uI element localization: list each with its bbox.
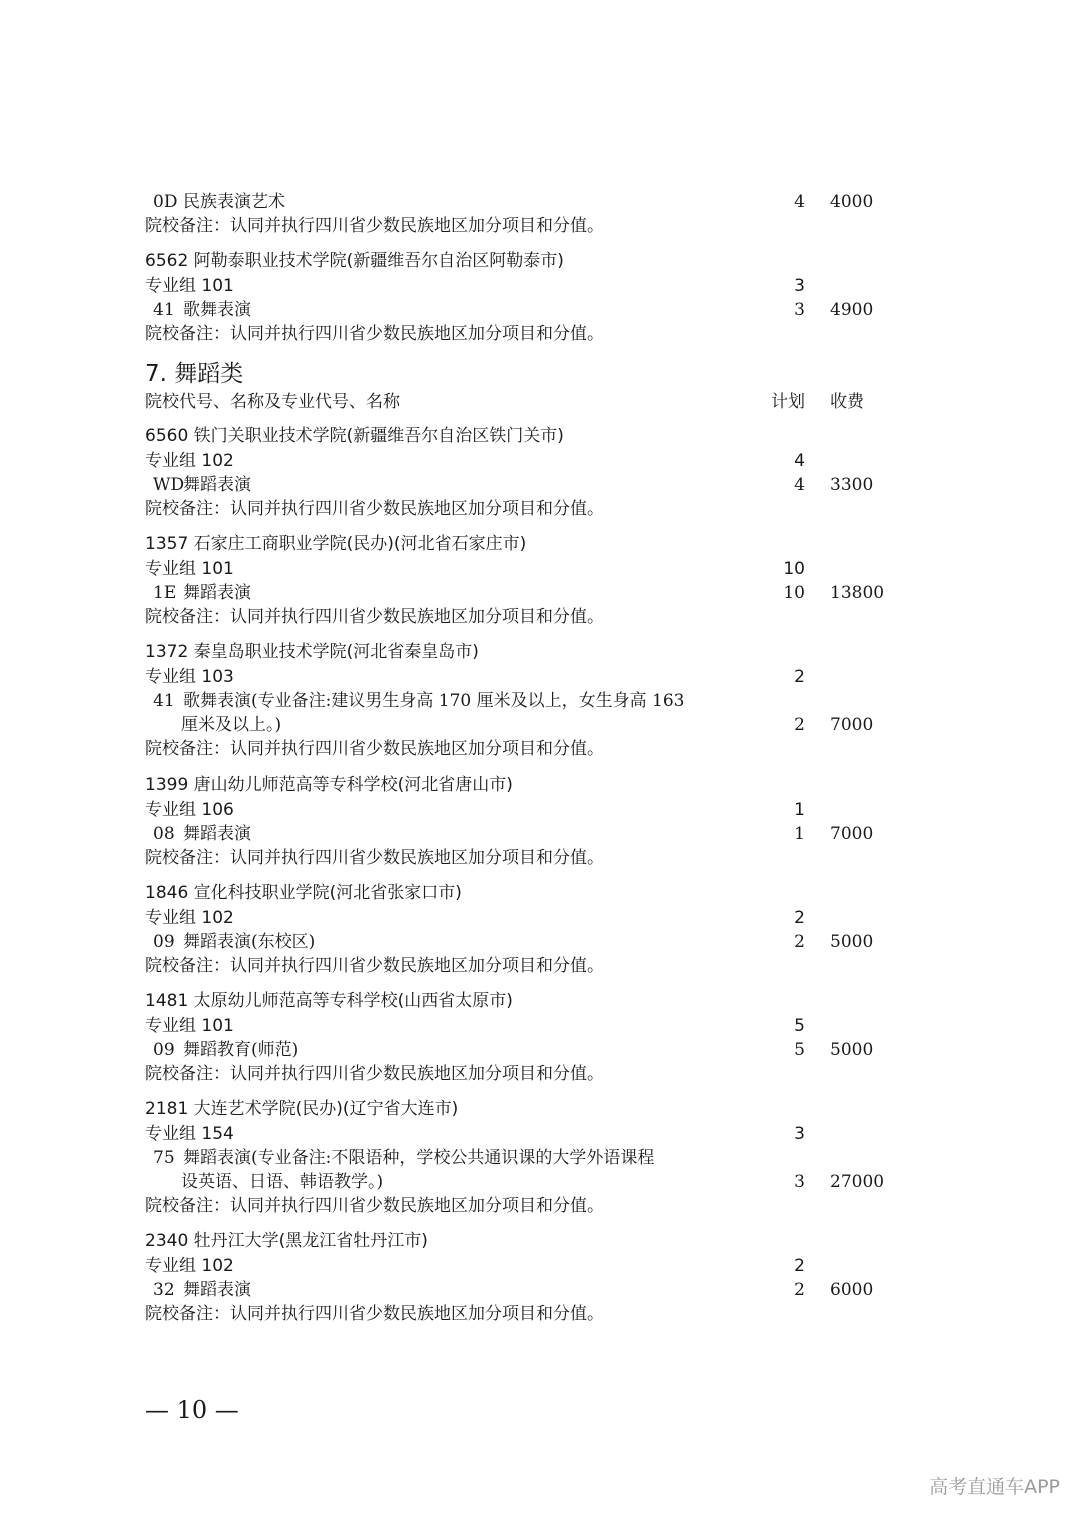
note-text: 认同并执行四川省少数民族地区加分项目和分值。 [230,1304,604,1324]
course-row [0,581,1080,605]
school-note [0,1194,1080,1218]
note-label: 院校备注： [145,1304,230,1324]
course-name-text: 舞蹈教育(师范) [183,1040,299,1060]
course-code: 08 [153,824,175,844]
group-row [0,1122,1080,1146]
note [145,497,604,521]
course-row [0,1038,1080,1062]
course-row-cont [0,713,1080,737]
course-row [0,473,1080,497]
school-title-text: 1357 石家庄工商职业学院(民办)(河北省石家庄市) [145,534,527,554]
course-fee: 6000 [830,1280,874,1300]
note-label: 院校备注： [145,324,230,344]
note-text: 认同并执行四川省少数民族地区加分项目和分值。 [230,499,604,519]
group-label: 专业组 102 [145,451,234,471]
note-label: 院校备注： [145,956,230,976]
course-name: 0D 民族表演艺术 [153,192,285,212]
course-row [0,190,1080,214]
school-title-text: 1399 唐山幼儿师范高等专科学校(河北省唐山市) [145,775,513,795]
note-label: 院校备注： [145,216,230,236]
note-label: 院校备注： [145,1196,230,1216]
school-note [0,1302,1080,1326]
group-row [0,274,1080,298]
group-plan: 10 [783,559,805,579]
course-code: 32 [153,1280,175,1300]
note-text: 认同并执行四川省少数民族地区加分项目和分值。 [230,216,604,236]
course-name: 41 歌舞表演 [153,300,251,320]
school-note [0,954,1080,978]
school-title [0,640,1080,664]
course-fee: 5000 [830,1040,874,1060]
note [145,954,604,978]
course-name [153,581,251,605]
course-code: WD [153,475,185,495]
school-title [0,1229,1080,1253]
group-plan: 2 [794,908,805,928]
course-fee: 3300 [830,475,874,495]
group-label: 专业组 101 [145,276,234,296]
watermark: 高考直通车APP [929,1476,1060,1498]
course-row [0,1146,1080,1170]
group-plan: 5 [794,1016,805,1036]
school-title [0,1097,1080,1121]
course-name-text: 舞蹈表演(专业备注:不限语种，学校公共通识课的大学外语课程 [183,1148,655,1168]
group-label: 专业组 101 [145,559,234,579]
group-plan: 2 [794,1256,805,1276]
group-row [0,906,1080,930]
school-title [0,424,1080,448]
course-plan: 4 [794,192,805,212]
course-name-cont: 设英语、日语、韩语教学。) [181,1172,384,1192]
course-name [153,689,684,713]
header-plan: 计划 [771,392,805,412]
note-text: 认同并执行四川省少数民族地区加分项目和分值。 [230,607,604,627]
course-plan: 3 [794,1172,805,1192]
course-code: 41 [153,691,175,711]
course-row-cont [0,1170,1080,1194]
course-name [153,822,251,846]
table-header [0,390,1080,414]
note [145,846,604,870]
course-plan: 2 [794,1280,805,1300]
course-code: 1E [153,583,177,603]
group-label: 专业组 106 [145,800,234,820]
page-number: — 10 — [145,1396,239,1424]
note-label: 院校备注： [145,739,230,759]
school-title: 6562 阿勒泰职业技术学院(新疆维吾尔自治区阿勒泰市) [145,251,564,271]
note [145,1194,604,1218]
school-note [0,214,1080,238]
school-title-text: 2181 大连艺术学院(民办)(辽宁省大连市) [145,1099,459,1119]
course-fee: 5000 [830,932,874,952]
group-row [0,449,1080,473]
school-title [0,989,1080,1013]
school-title-text: 1372 秦皇岛职业技术学院(河北省秦皇岛市) [145,642,479,662]
course-code: 09 [153,932,175,952]
group-row [0,798,1080,822]
course-fee: 7000 [830,824,874,844]
course-row [0,298,1080,322]
school-title [0,532,1080,556]
course-name-cont: 厘米及以上。) [181,715,282,735]
note-label: 院校备注： [145,1064,230,1084]
section-title: 7. 舞蹈类 [145,361,244,387]
group-label: 专业组 102 [145,908,234,928]
course-code: 75 [153,1148,175,1168]
school-title [0,773,1080,797]
course-plan: 10 [783,583,805,603]
course-name-text: 舞蹈表演 [183,475,251,495]
note-text: 认同并执行四川省少数民族地区加分项目和分值。 [230,956,604,976]
course-name-text: 舞蹈表演 [183,1280,251,1300]
note-label: 院校备注： [145,607,230,627]
note-text: 认同并执行四川省少数民族地区加分项目和分值。 [230,739,604,759]
group-label: 专业组 101 [145,1016,234,1036]
course-name-text: 舞蹈表演 [183,583,251,603]
group-row [0,557,1080,581]
note-text: 认同并执行四川省少数民族地区加分项目和分值。 [230,324,604,344]
course-plan: 2 [794,932,805,952]
group-row [0,665,1080,689]
school-note [0,605,1080,629]
course-name [153,1038,298,1062]
school-title-text: 6560 铁门关职业技术学院(新疆维吾尔自治区铁门关市) [145,426,564,446]
group-plan: 3 [794,276,805,296]
group-plan: 2 [794,667,805,687]
group-row [0,1254,1080,1278]
school-title-text: 1481 太原幼儿师范高等专科学校(山西省太原市) [145,991,513,1011]
group-label: 专业组 103 [145,667,234,687]
school-title-text: 2340 牡丹江大学(黑龙江省牡丹江市) [145,1231,428,1251]
note-label: 院校备注： [145,848,230,868]
course-name [153,473,251,497]
header-name: 院校代号、名称及专业代号、名称 [145,392,400,412]
note-text: 认同并执行四川省少数民族地区加分项目和分值。 [230,1064,604,1084]
note [145,737,604,761]
course-fee: 7000 [830,715,874,735]
course-fee: 4900 [830,300,874,320]
note-text: 认同并执行四川省少数民族地区加分项目和分值。 [230,1196,604,1216]
course-fee: 13800 [830,583,885,603]
note [145,605,604,629]
school-note [0,1062,1080,1086]
course-plan: 5 [794,1040,805,1060]
school-note [0,846,1080,870]
course-name-text: 舞蹈表演(东校区) [183,932,316,952]
course-code: 09 [153,1040,175,1060]
course-plan: 3 [794,300,805,320]
header-fee: 收费 [830,392,864,412]
school-note [0,737,1080,761]
course-row [0,822,1080,846]
course-row [0,930,1080,954]
course-name [153,930,315,954]
course-row [0,689,1080,713]
group-plan: 4 [794,451,805,471]
note [145,1302,604,1326]
school-title-text: 1846 宣化科技职业学院(河北省张家口市) [145,883,462,903]
course-plan: 1 [794,824,805,844]
course-fee: 4000 [830,192,874,212]
school-note [0,322,1080,346]
school-note [0,497,1080,521]
course-name [153,1146,654,1170]
course-name-text: 舞蹈表演 [183,824,251,844]
course-name-text: 歌舞表演(专业备注:建议男生身高 170 厘米及以上，女生身高 163 [183,691,685,711]
course-name [153,1278,251,1302]
note-text: 认同并执行四川省少数民族地区加分项目和分值。 [230,848,604,868]
school-title [0,881,1080,905]
group-label: 专业组 102 [145,1256,234,1276]
note [145,1062,604,1086]
course-plan: 2 [794,715,805,735]
course-plan: 4 [794,475,805,495]
course-fee: 27000 [830,1172,885,1192]
course-row [0,1278,1080,1302]
group-row [0,1014,1080,1038]
group-plan: 1 [794,800,805,820]
note-label: 院校备注： [145,499,230,519]
group-label: 专业组 154 [145,1124,234,1144]
group-plan: 3 [794,1124,805,1144]
